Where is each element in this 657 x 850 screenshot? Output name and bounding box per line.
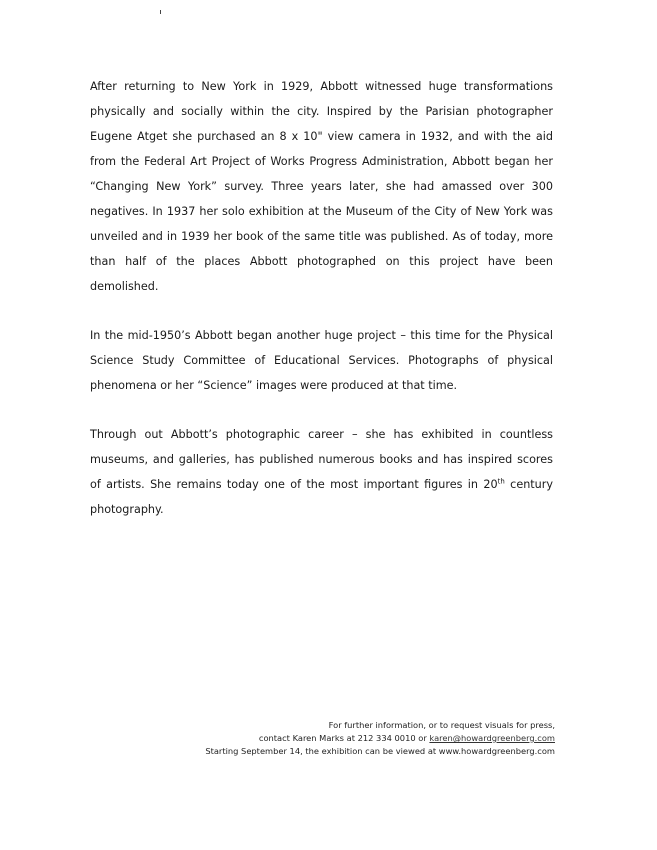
paragraph-career: [90, 422, 553, 522]
paragraph-science-project: In the mid-1950’s Abbott began another huge project – this time for the Physical Science Study Committee of Educational Services. Photographs of physical phenomena or her “Science” images were produced at that time.: [90, 329, 553, 392]
press-contact-footer: [205, 719, 555, 758]
paragraph-career-end: century photography.: [90, 478, 553, 516]
paragraph-career-text: Through out Abbott’s photographic career – she has exhibited in countless museums, and galleries, has published numerous books and has inspired scores of artists. She remains today one of the most important figures in 20: [90, 428, 553, 491]
stray-mark: [160, 10, 161, 14]
footer-contact-text: contact Karen Marks at 212 334 0010 or: [258, 733, 430, 743]
body-text: [90, 74, 553, 546]
footer-line-contact: [205, 732, 555, 745]
footer-line-exhibition: Starting September 14, the exhibition can be viewed at www.howardgreenberg.com: [205, 746, 555, 756]
footer-line-info: For further information, or to request visuals for press,: [328, 720, 555, 730]
email-link[interactable]: karen@howardgreenberg.com: [429, 733, 555, 743]
ordinal-suffix: th: [497, 477, 505, 486]
paragraph-changing-new-york: After returning to New York in 1929, Abbott witnessed huge transformations physically and socially within the city. Inspired by the Parisian photographer Eugene Atget she purchased an 8 x 10" view camera in 1932, and with the aid from the Federal Art Project of Works Progress Administration, Abbott began her “Changing New York” survey. Three years later, she had amassed over 300 negatives. In 1937 her solo exhibition at the Museum of the City of New York was unveiled and in 1939 her book of the same title was published. As of today, more than half of the places Abbott photographed on this project have been demolished.: [90, 80, 553, 293]
